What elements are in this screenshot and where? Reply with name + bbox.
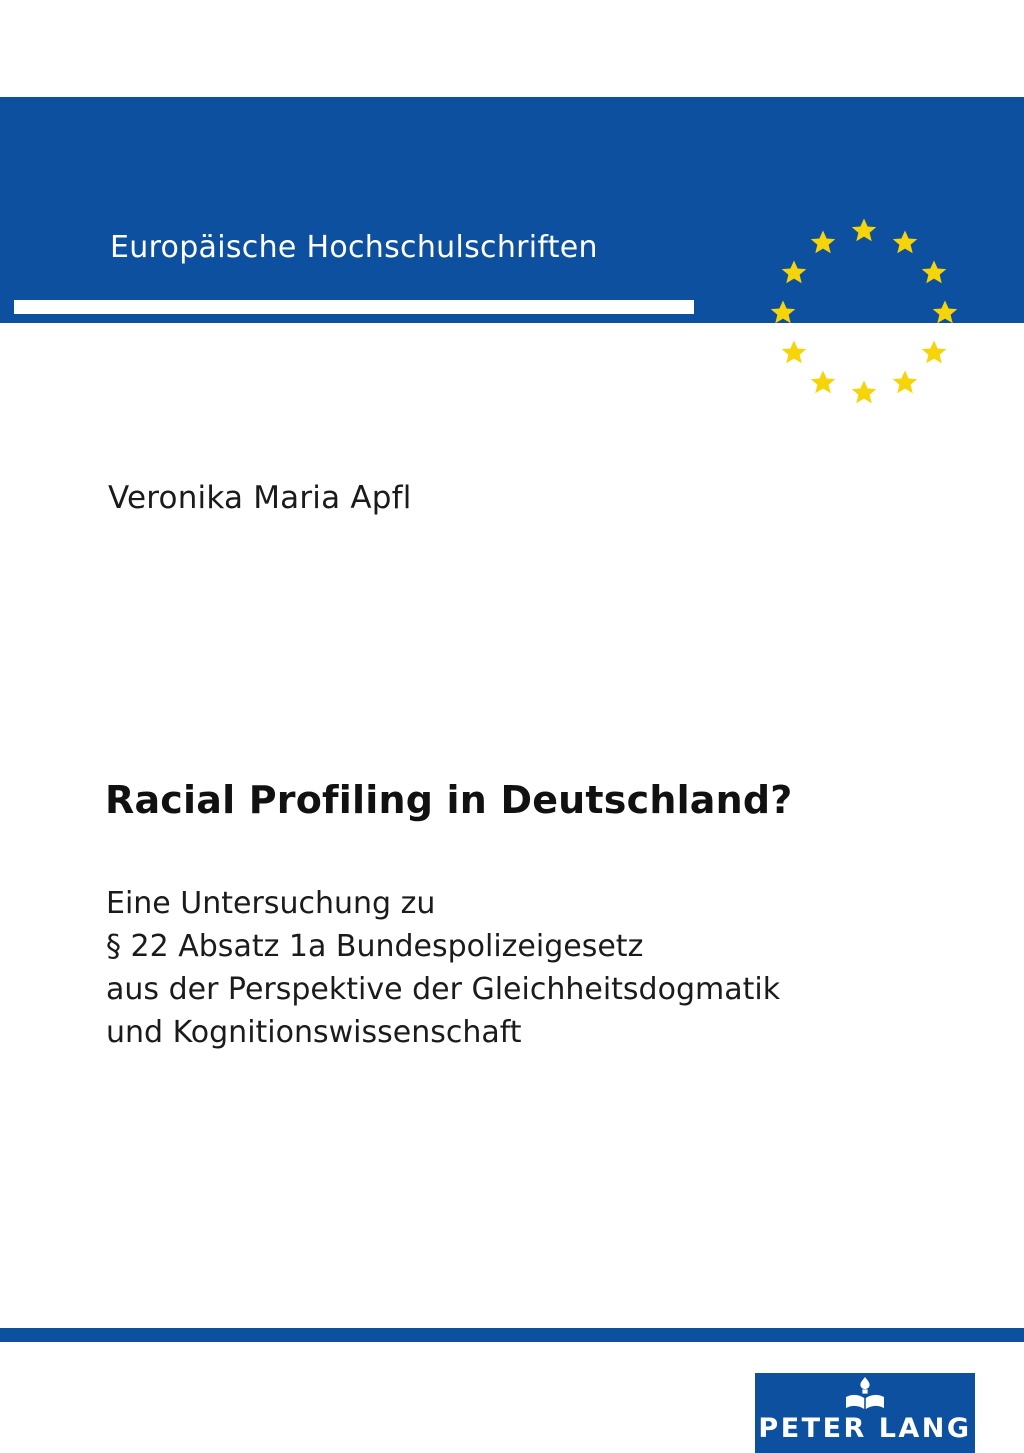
series-header-band — [0, 97, 1024, 390]
subtitle-line-3: aus der Perspektive der Gleichheitsdogmatik — [106, 972, 781, 1007]
publisher-logo — [755, 1373, 975, 1453]
header-divider — [14, 300, 694, 314]
footer-divider — [0, 1328, 1024, 1342]
series-subject: Rechtswissenschaft — [110, 355, 410, 390]
subtitle-line-1: Eine Untersuchung zu — [106, 886, 436, 921]
subtitle — [106, 882, 886, 1054]
subtitle-line-2: § 22 Absatz 1a Bundespolizeigesetz — [106, 929, 644, 964]
author-name: Veronika Maria Apfl — [108, 480, 412, 516]
eu-stars-icon — [757, 207, 972, 407]
publisher-name: PETER LANG — [758, 1413, 972, 1444]
subtitle-line-4: und Kognitionswissenschaft — [106, 1015, 522, 1050]
book-lamp-icon — [844, 1375, 886, 1413]
series-name: Europäische Hochschulschriften — [110, 230, 598, 265]
page-title: Racial Profiling in Deutschland? — [105, 778, 793, 822]
